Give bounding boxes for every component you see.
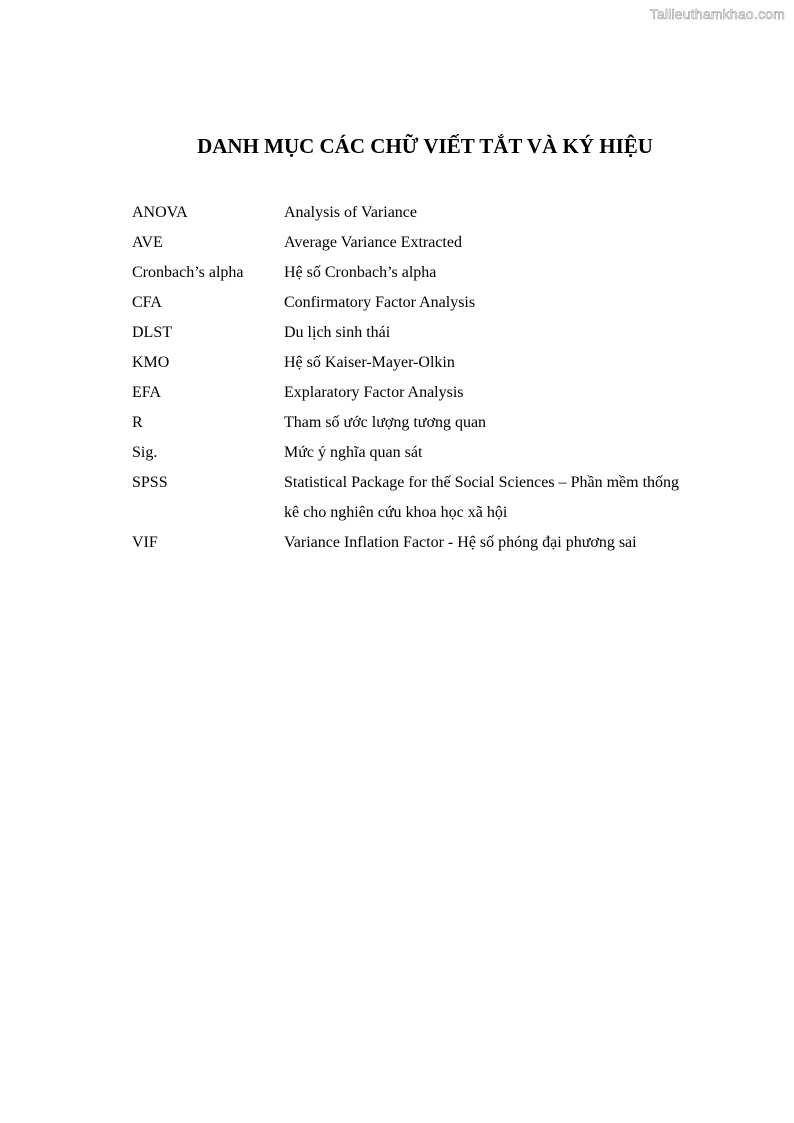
abbreviation-term: SPSS: [132, 474, 168, 491]
abbreviation-definition: Variance Inflation Factor - Hệ số phóng đại phương sai: [284, 534, 637, 551]
abbreviation-definition: Statistical Package for thế Social Sciences – Phần mềm thống kê cho nghiên cứu khoa học xã hội: [284, 474, 680, 521]
list-item: [132, 348, 692, 378]
abbreviation-definition: Average Variance Extracted: [284, 234, 462, 251]
watermark: Tailieuthamkhao.com: [649, 6, 785, 22]
list-item: [132, 438, 692, 468]
abbreviation-term: Cronbach’s alpha: [132, 264, 244, 281]
abbreviation-term: ANOVA: [132, 204, 188, 221]
list-item: [132, 528, 692, 558]
page-title: DANH MỤC CÁC CHỮ VIẾT TẮT VÀ KÝ HIỆU: [197, 134, 653, 158]
abbreviation-definition: Explaratory Factor Analysis: [284, 384, 464, 401]
abbreviation-definition: Hệ số Cronbach’s alpha: [284, 264, 437, 281]
list-item: [132, 198, 692, 228]
abbreviation-term: EFA: [132, 384, 162, 401]
abbreviation-term: VIF: [132, 534, 158, 551]
abbreviation-definition: Tham số ước lượng tương quan: [284, 414, 487, 431]
abbreviation-term: KMO: [132, 354, 170, 371]
abbreviation-term: R: [132, 414, 143, 431]
abbreviation-definition: Du lịch sinh thái: [284, 324, 391, 341]
list-item: [132, 258, 692, 288]
list-item: [132, 378, 692, 408]
abbreviation-term: Sig.: [132, 444, 158, 461]
abbreviation-list: [132, 198, 692, 558]
abbreviation-definition: Hệ số Kaiser-Mayer-Olkin: [284, 354, 455, 371]
list-item: [132, 228, 692, 258]
abbreviation-definition: Analysis of Variance: [284, 204, 417, 221]
abbreviation-term: AVE: [132, 234, 163, 251]
abbreviation-definition: Confirmatory Factor Analysis: [284, 294, 476, 311]
list-item: [132, 288, 692, 318]
abbreviation-definition: Mức ý nghĩa quan sát: [284, 444, 423, 461]
abbreviation-term: CFA: [132, 294, 162, 311]
list-item: [132, 468, 692, 528]
list-item: [132, 318, 692, 348]
list-item: [132, 408, 692, 438]
abbreviation-term: DLST: [132, 324, 172, 341]
